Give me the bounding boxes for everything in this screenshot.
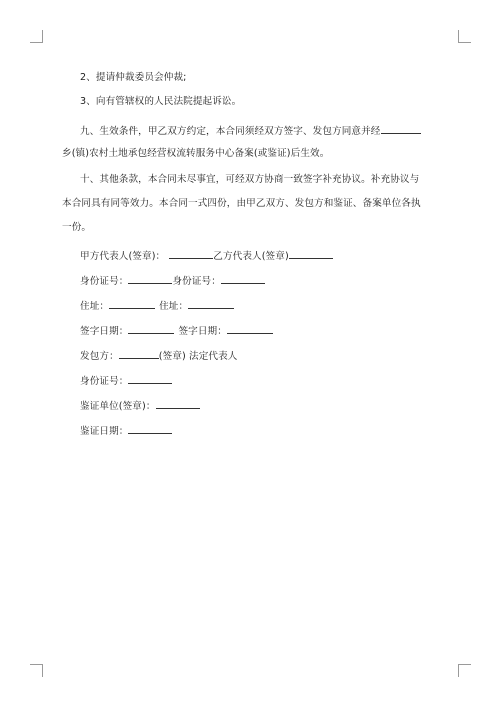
crop-mark-top-left xyxy=(30,30,43,43)
contractor-suffix: (签章) 法定代表人 xyxy=(158,351,238,362)
contractor-label: 发包方： xyxy=(80,351,119,362)
clause-effect-text: 九、生效条件，甲乙双方约定，本合同须经双方签字、发包方同意并经 xyxy=(80,126,381,137)
crop-mark-bottom-left xyxy=(30,664,43,677)
crop-mark-bottom-right xyxy=(458,664,471,677)
party-b-rep-blank[interactable] xyxy=(289,249,333,259)
sig-address-row xyxy=(80,299,234,313)
contractor-id-label: 身份证号： xyxy=(80,376,129,387)
sign-date-b-label: 签字日期： xyxy=(178,326,227,337)
id-no-a-label: 身份证号： xyxy=(80,276,129,287)
contractor-row xyxy=(80,349,237,363)
party-b-rep-label: 乙方代表人(签章) xyxy=(213,251,289,262)
party-a-rep-blank[interactable] xyxy=(169,249,213,259)
authenticator-row xyxy=(80,399,200,413)
sig-rep-row xyxy=(80,249,333,263)
crop-mark-top-right xyxy=(458,30,471,43)
sign-date-a-label: 签字日期： xyxy=(80,326,129,337)
party-a-rep-label: 甲方代表人(签章)： xyxy=(80,251,166,262)
auth-date-label: 鉴证日期： xyxy=(80,426,129,437)
authenticator-blank[interactable] xyxy=(156,399,200,409)
address-a-label: 住址： xyxy=(80,301,110,312)
contractor-blank[interactable] xyxy=(119,349,159,359)
clause-other-line3: 一份。 xyxy=(62,222,92,233)
id-no-b-blank[interactable] xyxy=(221,274,265,284)
contractor-id-blank[interactable] xyxy=(128,374,172,384)
id-no-b-label: 身份证号： xyxy=(172,276,221,287)
clause-effect-line1 xyxy=(80,124,421,138)
authenticator-label: 鉴证单位(签章)： xyxy=(80,401,156,412)
clause-other-line1: 十、其他条款，本合同未尽事宜，可经双方协商一致签字补充协议。补充协议与 xyxy=(80,174,420,185)
sig-date-row xyxy=(80,324,273,338)
clause-other-line2: 本合同具有同等效力。本合同一式四份，由甲乙双方、发包方和鉴证、备案单位各执 xyxy=(62,198,421,209)
sign-date-a-blank[interactable] xyxy=(128,324,174,334)
clause-litigation: 3、向有管辖权的人民法院提起诉讼。 xyxy=(80,96,242,107)
address-a-blank[interactable] xyxy=(109,299,155,309)
clause-effect-line2: 乡(镇)农村土地承包经营权流转服务中心备案(或鉴证)后生效。 xyxy=(62,148,330,159)
auth-date-row xyxy=(80,424,172,438)
id-no-a-blank[interactable] xyxy=(128,274,172,284)
blank-field[interactable] xyxy=(381,124,421,134)
sign-date-b-blank[interactable] xyxy=(227,324,273,334)
clause-arbitration: 2、提请仲裁委员会仲裁; xyxy=(80,72,187,83)
sig-id-row xyxy=(80,274,265,288)
auth-date-blank[interactable] xyxy=(128,424,172,434)
contractor-id-row xyxy=(80,374,172,388)
address-b-blank[interactable] xyxy=(188,299,234,309)
address-b-label: 住址： xyxy=(159,301,189,312)
